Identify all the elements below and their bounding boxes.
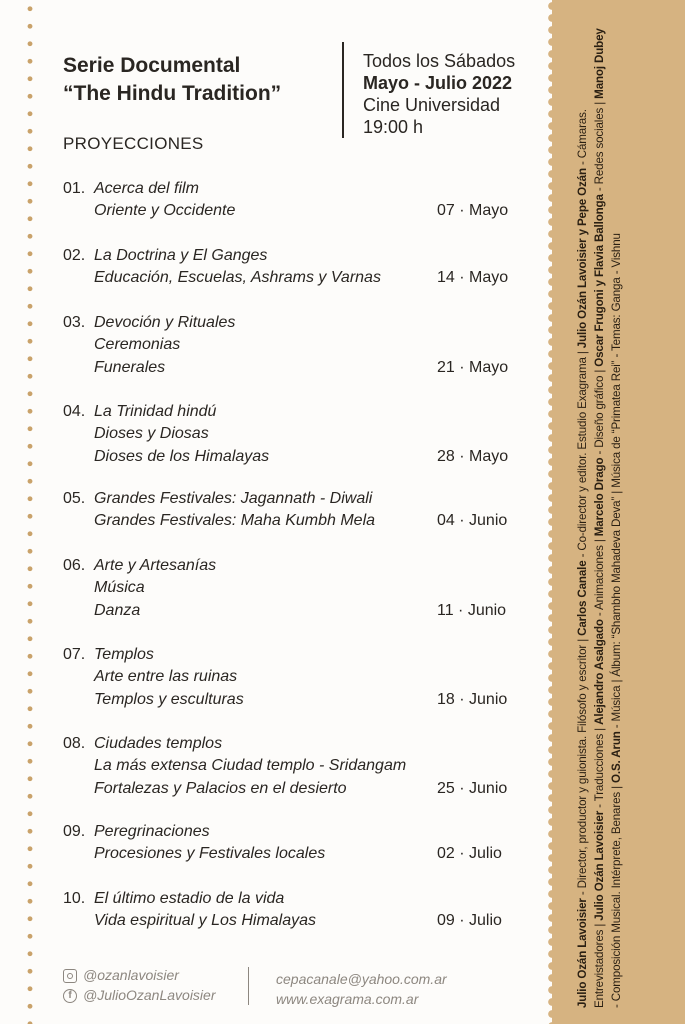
credit-name: Carlos Canale [576, 560, 589, 636]
screening-title: Acerca del film [94, 180, 199, 197]
screening-subtitle: La más extensa Ciudad templo - Sridangam [94, 757, 407, 775]
credit-role: - Redes sociales | [593, 98, 607, 195]
schedule-period: Mayo - Julio 2022 [363, 73, 513, 93]
credit-name: Marcelo Drago [593, 457, 607, 537]
screening-date: 21 · Mayo [437, 358, 509, 376]
screening-item [63, 733, 533, 800]
screening-title: Arte y Artesanías [94, 557, 217, 574]
schedule-day: Todos los Sábados [363, 51, 516, 71]
screening-subtitle: Arte entre las ruinas [94, 668, 238, 686]
screening-subtitle: Grandes Festivales: Maha Kumbh Mela [94, 512, 376, 530]
screening-item [63, 488, 533, 533]
screening-item [63, 888, 533, 933]
screening-subtitle: Procesiones y Festivales locales [94, 845, 326, 863]
credit-role: - Diseño gráfico | [593, 366, 607, 458]
screening-subtitle: Dioses de los Himalayas [94, 447, 270, 465]
screening-subtitle: Danza [94, 601, 141, 619]
screening-item [63, 821, 533, 866]
screening-subtitle: Ceremonias [94, 336, 181, 354]
screening-subtitle: Funerales [94, 358, 166, 376]
screening-number: 07. [63, 646, 86, 663]
screening-item [63, 178, 533, 223]
title-line-1: Serie Documental [63, 54, 241, 77]
screening-number: 09. [63, 823, 86, 840]
screening-number: 06. [63, 557, 86, 574]
screening-title: Peregrinaciones [94, 823, 210, 840]
screening-number: 05. [63, 490, 86, 507]
screening-date: 07 · Mayo [437, 202, 509, 220]
credit-name: Julio Ozán Lavoisier y Pepe Ozán [576, 168, 589, 349]
instagram-icon [63, 969, 77, 983]
screening-title: Ciudades templos [94, 735, 223, 752]
contact-info [276, 969, 447, 1009]
screening-date: 18 · Junio [437, 690, 508, 708]
instagram-link[interactable] [63, 967, 179, 983]
facebook-link[interactable] [63, 987, 216, 1003]
credit-name: Manoj Dubey [593, 28, 607, 99]
credit-name: Alejandro Asalgado [593, 619, 607, 725]
screening-date: 09 · Julio [437, 912, 502, 930]
decorative-dots-left [26, 0, 34, 1024]
venue: Cine Universidad [363, 95, 501, 115]
screening-subtitle: Dioses y Diosas [94, 425, 209, 443]
screening-item [63, 312, 533, 379]
screening-title: El último estadio de la vida [94, 890, 285, 907]
credit-name: O.S. Arun [610, 731, 624, 783]
screening-subtitle: Fortalezas y Palacios en el desierto [94, 779, 347, 797]
screening-date: 02 · Julio [437, 845, 502, 863]
title-line-2: “The Hindu Tradition” [63, 82, 282, 105]
screening-title: Devoción y Rituales [94, 314, 236, 331]
credit-name: Oscar Frugoni y Flavia Ballonga [593, 194, 607, 367]
facebook-icon: f [63, 989, 77, 1003]
screening-subtitle: Vida espiritual y Los Himalayas [94, 912, 317, 930]
screening-item [63, 555, 533, 622]
credit-role: - Director, productor y guionista. Filósofo y escritor | [576, 635, 589, 899]
credit-role: - Co-director y editor. Estudio Exagrama | [576, 348, 589, 561]
screening-date: 25 · Junio [437, 779, 508, 797]
screening-number: 02. [63, 247, 86, 264]
credit-role: - Traducciones | [593, 724, 607, 811]
schedule-info [363, 50, 515, 138]
credit-role: - Cámaras. Entrevistadores | [576, 109, 607, 1008]
email-link[interactable]: cepacanale@yahoo.com.ar [276, 971, 447, 987]
screening-date: 04 · Junio [437, 512, 508, 530]
screening-title: La Doctrina y El Ganges [94, 247, 268, 264]
screening-number: 03. [63, 314, 86, 331]
screening-subtitle: Música [94, 579, 145, 597]
screening-date: 28 · Mayo [437, 447, 509, 465]
screening-subtitle: Templos y esculturas [94, 690, 244, 708]
screening-title: Templos [94, 646, 154, 663]
footer-divider [248, 967, 249, 1005]
instagram-handle: @ozanlavoisier [83, 967, 179, 983]
screening-item [63, 644, 533, 711]
show-time: 19:00 h [363, 117, 424, 137]
page-title [63, 52, 281, 108]
screening-title: La Trinidad hindú [94, 403, 217, 420]
screening-number: 10. [63, 890, 86, 907]
screening-subtitle: Educación, Escuelas, Ashrams y Varnas [94, 269, 381, 287]
screening-number: 08. [63, 735, 86, 752]
screening-date: 14 · Mayo [437, 269, 509, 287]
website-link[interactable]: www.exagrama.com.ar [276, 991, 419, 1007]
credit-role: - Música | Álbum: “Shambho Mahadeva Deva” | Música de “Primatea Rei” - Temas: Ganga - Vishnu [610, 233, 624, 732]
credit-role: - Composición Musical. Intérprete, Benares | [610, 782, 624, 1008]
credit-name: Julio Ozán Lavoisier [576, 898, 589, 1008]
header-divider [342, 42, 344, 138]
credit-name: Julio Ozán Lavoisier [593, 810, 607, 921]
screening-number: 01. [63, 180, 86, 197]
credit-role: - Animaciones | [593, 536, 607, 620]
screening-item [63, 401, 533, 468]
screening-number: 04. [63, 403, 86, 420]
screening-title: Grandes Festivales: Jagannath - Diwali [94, 490, 373, 507]
credits-text [574, 28, 626, 1008]
section-heading: PROYECCIONES [63, 134, 204, 153]
screening-subtitle: Oriente y Occidente [94, 202, 236, 220]
facebook-handle: @JulioOzanLavoisier [83, 987, 216, 1003]
screening-item [63, 245, 533, 290]
screening-date: 11 · Junio [437, 601, 507, 619]
